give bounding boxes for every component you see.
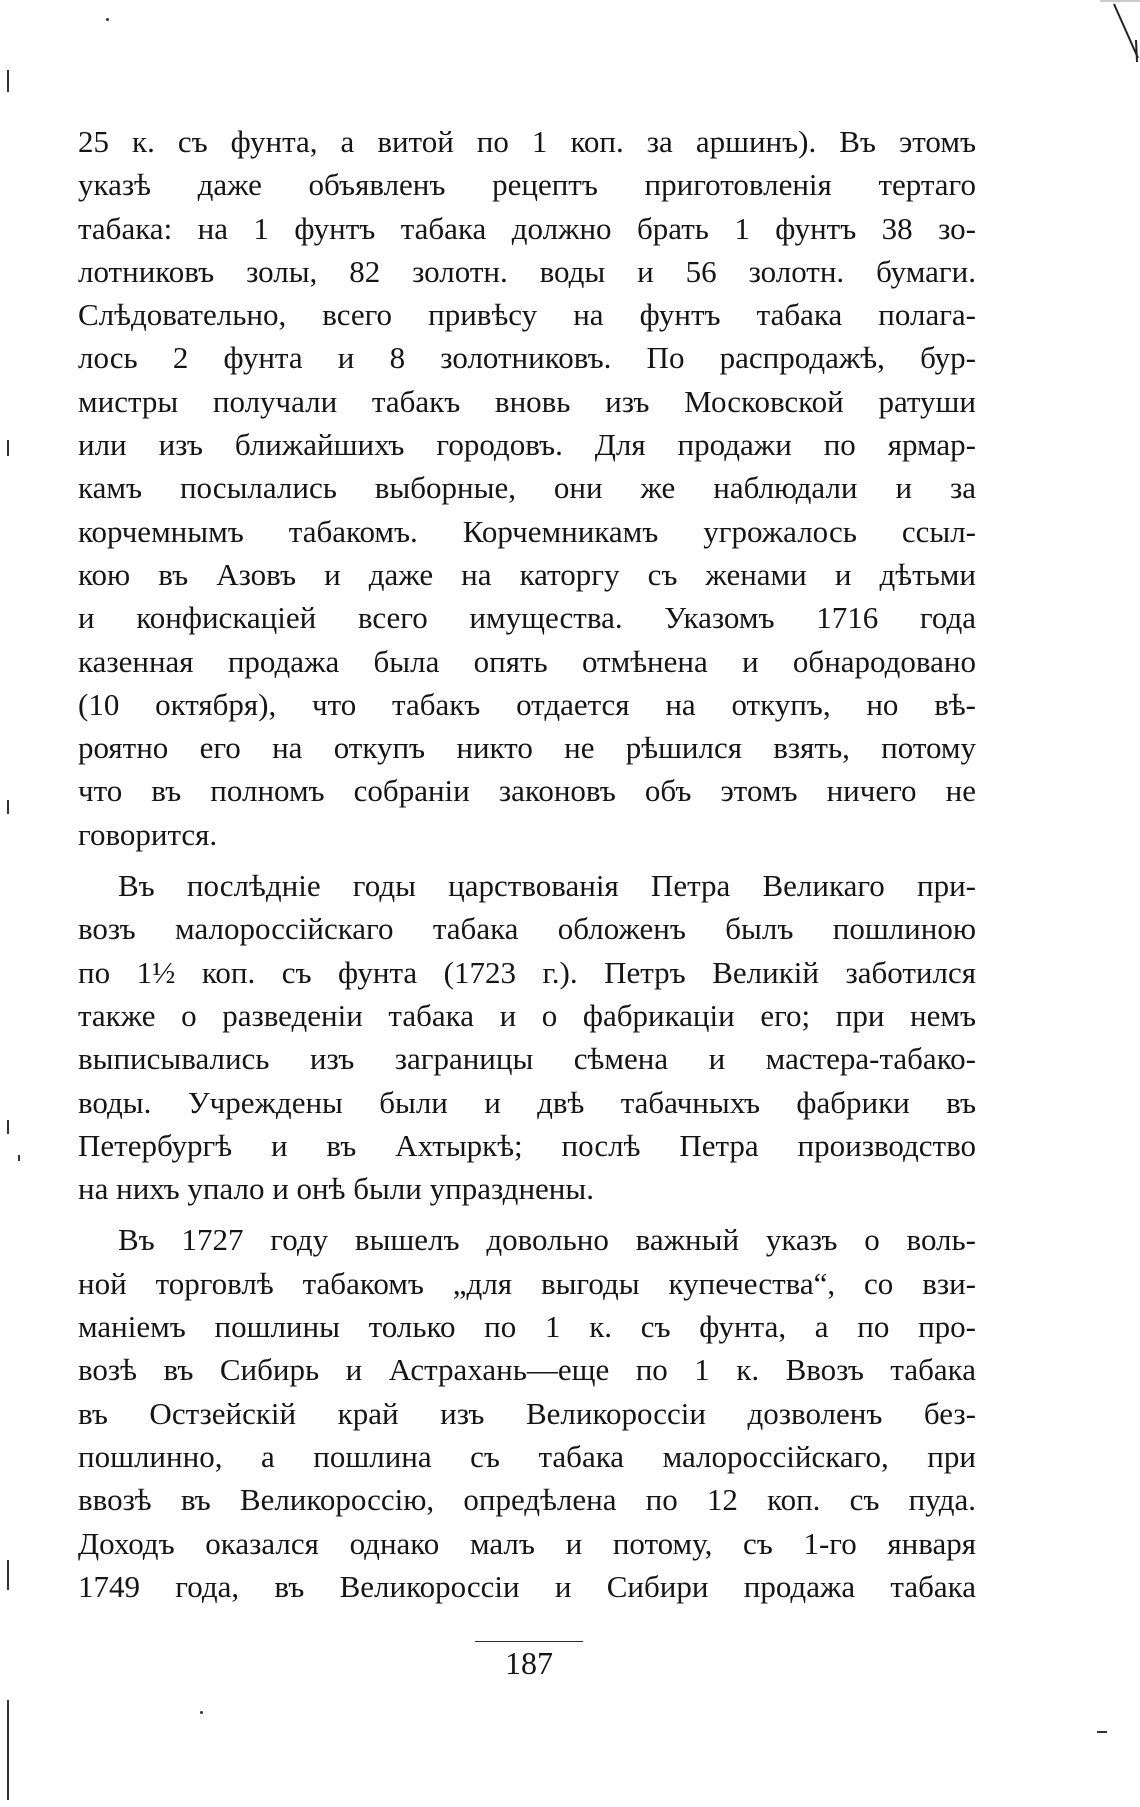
text-line: ввозѣ въ Великороссію, опредѣлена по 12 коп. съ пуда. [78,1482,976,1518]
text-line: на нихъ упало и онѣ были упразднены. [78,1171,594,1207]
specks [18,1155,20,1161]
paragraph-2 [78,864,976,1210]
text-line: роятно его на откупъ никто не рѣшился взять, потому [78,730,976,766]
text-line: Въ 1727 году вышелъ довольно важный указъ о воль- [118,1222,976,1258]
text-line: казенная продажа была опять отмѣнена и обнародовано [78,643,976,679]
text-line: Слѣдовательно, всего привѣсу на фунтъ табака полага- [78,297,976,333]
page-number-rule [475,1641,583,1642]
text-line: возѣ въ Сибирь и Астрахань—еще по 1 к. Ввозъ табака [78,1352,976,1388]
text-line: ной торговлѣ табакомъ „для выгоды купечества“, со взи- [78,1265,976,1301]
left-margin-tick [7,1560,9,1590]
text-line: (10 октября), что табакъ отдается на откупъ, но вѣ- [78,686,976,722]
text-line: маніемъ пошлины только по 1 к. съ фунта, а по про- [78,1309,976,1345]
text-line: кою въ Азовъ и даже на каторгу съ женами и дѣтьми [78,556,976,592]
text-line: пошлинно, а пошлина съ табака малороссійскаго, при [78,1438,976,1474]
text-line: Петербургѣ и въ Ахтыркѣ; послѣ Петра производство [78,1127,976,1163]
text-line: лось 2 фунта и 8 золотниковъ. По распродажѣ, бур- [78,340,976,376]
text-line: 1749 года, въ Великороссіи и Сибири продажа табака [78,1568,976,1604]
text-line: въ Остзейскій край изъ Великороссіи дозволенъ без- [78,1395,976,1431]
left-margin-tick [7,800,9,814]
left-margin-tick [7,440,9,456]
text-line: выписывались изъ заграницы сѣмена и мастера-табако- [78,1041,976,1077]
specks [106,18,109,21]
left-margin-tick [7,1120,9,1134]
body-text [78,120,976,1608]
text-line: корчемнымъ табакомъ. Корчемникамъ угрожалось ссыл- [78,513,976,549]
text-line: Доходъ оказался однако малъ и потому, съ 1-го января [78,1525,976,1561]
text-line: указѣ даже объявленъ рецептъ приготовленія тертаго [78,167,976,203]
text-line: воды. Учреждены были и двѣ табачныхъ фабрики въ [78,1084,976,1120]
text-line: также о разведеніи табака и о фабрикаціи его; при немъ [78,997,976,1033]
corner-scan-mark-graphic [1100,0,1140,64]
paragraph-gap [78,1210,976,1218]
paragraph-gap [78,856,976,864]
text-line: мистры получали табакъ вновь изъ Московской ратуши [78,383,976,419]
specks [200,1711,203,1714]
left-margin-tick [7,70,9,92]
page-number: 187 [505,1645,553,1681]
paragraph-1 [78,120,976,856]
text-line: и конфискаціей всего имущества. Указомъ 1716 года [78,600,976,636]
specks [1097,1731,1107,1733]
text-line: табака: на 1 фунтъ табака должно брать 1 фунтъ 38 зо- [78,210,976,246]
text-line: что въ полномъ собраніи законовъ объ этомъ ничего не [78,773,976,809]
text-line: говорится. [78,816,218,852]
left-margin-tick [7,1700,9,1800]
text-line: 25 к. съ фунта, а витой по 1 коп. за аршинъ). Въ этомъ [78,124,976,159]
text-line: или изъ ближайшихъ городовъ. Для продажи по ярмар- [78,427,976,463]
text-line: камъ посылались выборные, они же наблюдали и за [78,470,976,506]
paragraph-3 [78,1218,976,1608]
text-line: Въ послѣдніе годы царствованія Петра Великаго при- [118,868,976,904]
text-line: возъ малороссійскаго табака обложенъ былъ пошлиною [78,911,976,947]
text-line: лотниковъ золы, 82 золотн. воды и 56 золотн. бумаги. [78,253,976,289]
text-line: по 1½ коп. съ фунта (1723 г.). Петръ Великій заботился [78,954,976,990]
corner-scan-mark [1100,0,1140,64]
